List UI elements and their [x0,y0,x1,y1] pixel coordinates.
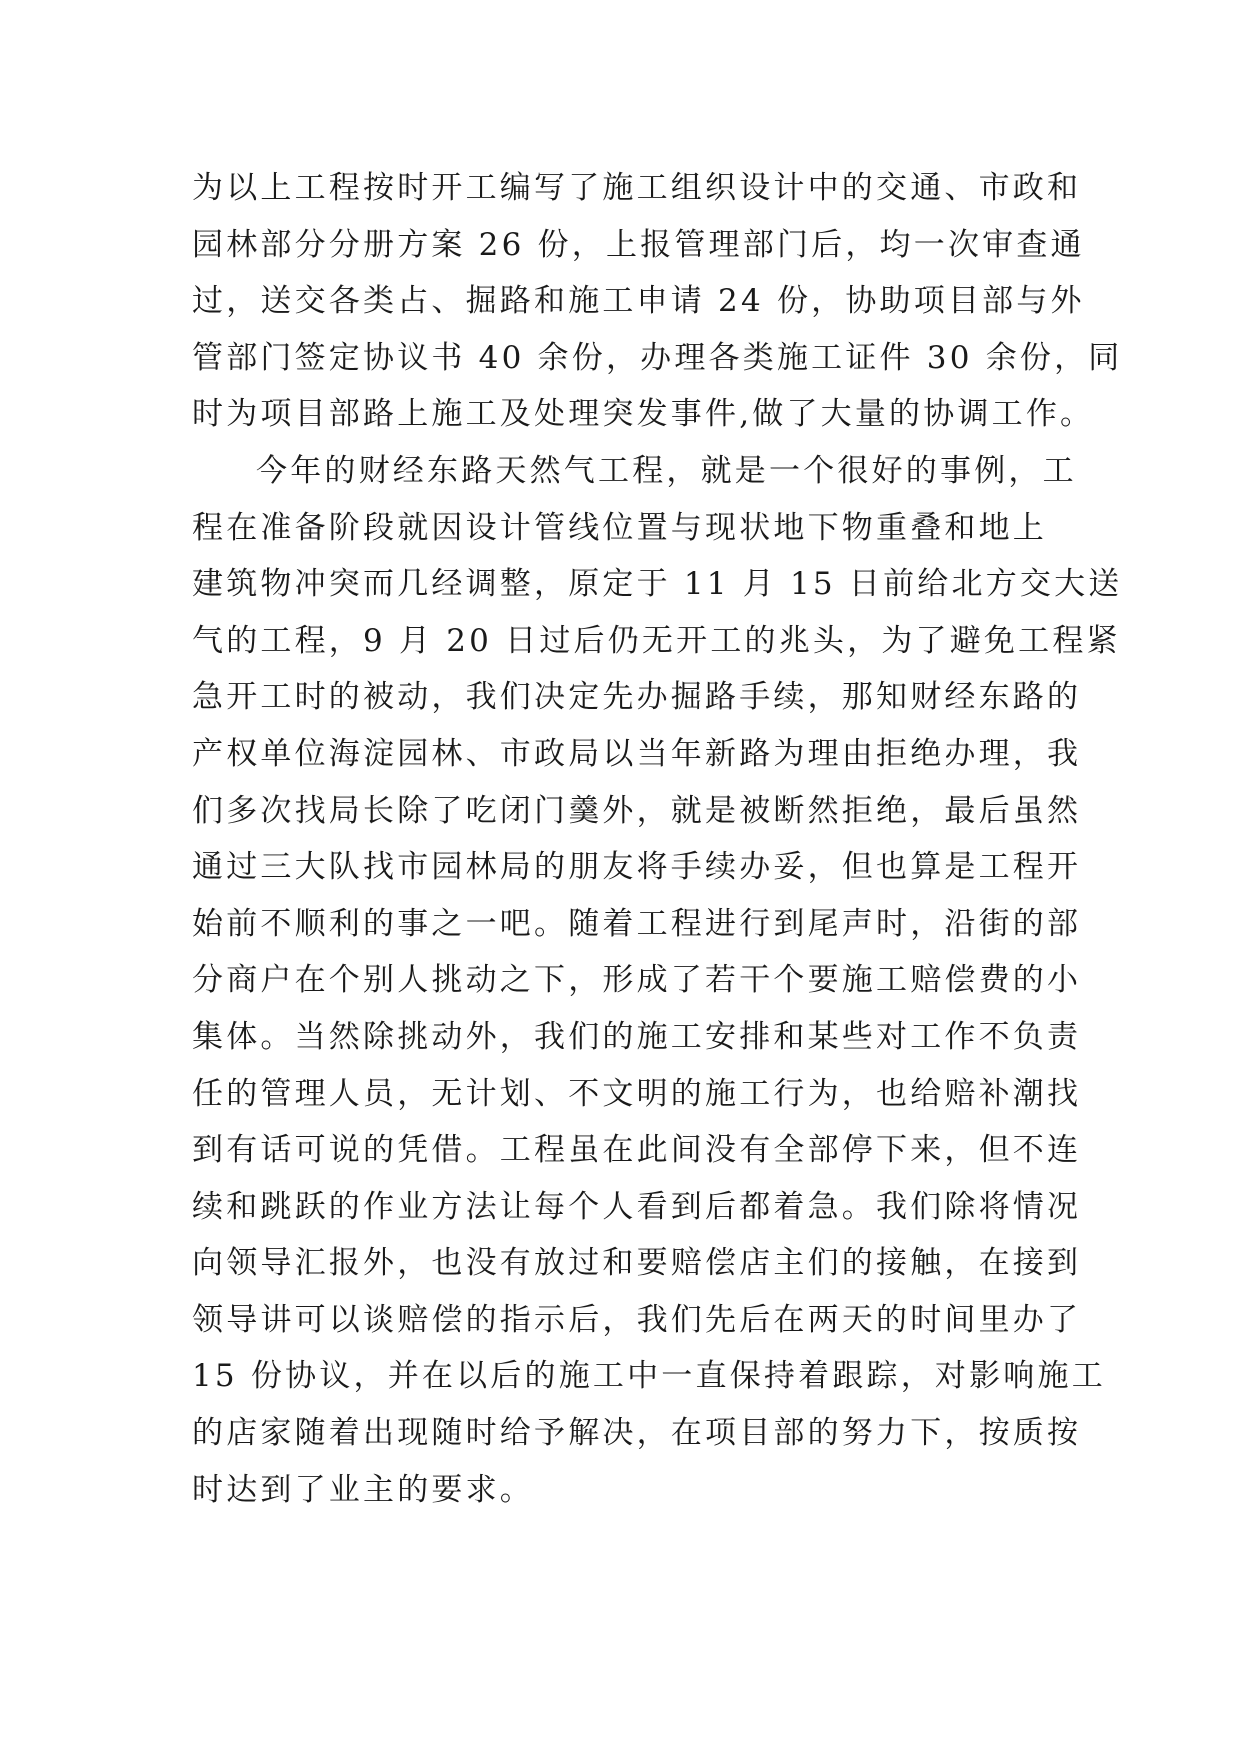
text-line: 时达到了业主的要求。 [192,1471,534,1508]
text-line: 分商户在个别人挑动之下，形成了若干个要施工赔偿费的小 [192,962,1082,999]
text-line: 15 份协议，并在以后的施工中一直保持着跟踪，对影响施工 [192,1358,1106,1395]
text-line: 们多次找局长除了吃闭门羹外，就是被断然拒绝，最后虽然 [192,792,1082,829]
text-line: 时为项目部路上施工及处理突发事件,做了大量的协调工作。 [192,396,1095,433]
text-line: 气的工程，9 月 20 日过后仍无开工的兆头，为了避免工程紧 [192,622,1121,659]
paragraph-first-line: 今年的财经东路天然气工程，就是一个很好的事例，工 [256,452,1077,489]
text-line: 通过三大队找市园林局的朋友将手续办妥，但也算是工程开 [192,849,1082,886]
text-line: 始前不顺利的事之一吧。随着工程进行到尾声时，沿街的部 [192,905,1082,942]
text-line: 的店家随着出现随时给予解决，在项目部的努力下，按质按 [192,1415,1082,1452]
text-line: 急开工时的被动，我们决定先办掘路手续，那知财经东路的 [192,679,1082,716]
text-line: 到有话可说的凭借。工程虽在此间没有全部停下来，但不连 [192,1132,1082,1169]
text-line: 产权单位海淀园林、市政局以当年新路为理由拒绝办理，我 [192,735,1082,772]
text-line: 续和跳跃的作业方法让每个人看到后都着急。我们除将情况 [192,1188,1082,1225]
document-body [192,160,1123,1518]
text-line: 领导讲可以谈赔偿的指示后，我们先后在两天的时间里办了 [192,1301,1082,1338]
text-line: 为以上工程按时开工编写了施工组织设计中的交通、市政和 [192,170,1082,206]
text-line: 过，送交各类占、掘路和施工申请 24 份，协助项目部与外 [192,283,1085,320]
text-line: 集体。当然除挑动外，我们的施工安排和某些对工作不负责 [192,1018,1082,1055]
text-line: 建筑物冲突而几经调整，原定于 11 月 15 日前给北方交大送 [192,566,1123,603]
text-line: 向领导汇报外，也没有放过和要赔偿店主们的接触，在接到 [192,1245,1082,1282]
text-line: 管部门签定协议书 40 余份，办理各类施工证件 30 余份，同 [192,339,1123,376]
text-line: 园林部分分册方案 26 份，上报管理部门后，均一次审查通 [192,226,1085,263]
text-line: 程在准备阶段就因设计管线位置与现状地下物重叠和地上 [192,509,1047,546]
text-line: 任的管理人员，无计划、不文明的施工行为，也给赔补潮找 [192,1075,1082,1112]
